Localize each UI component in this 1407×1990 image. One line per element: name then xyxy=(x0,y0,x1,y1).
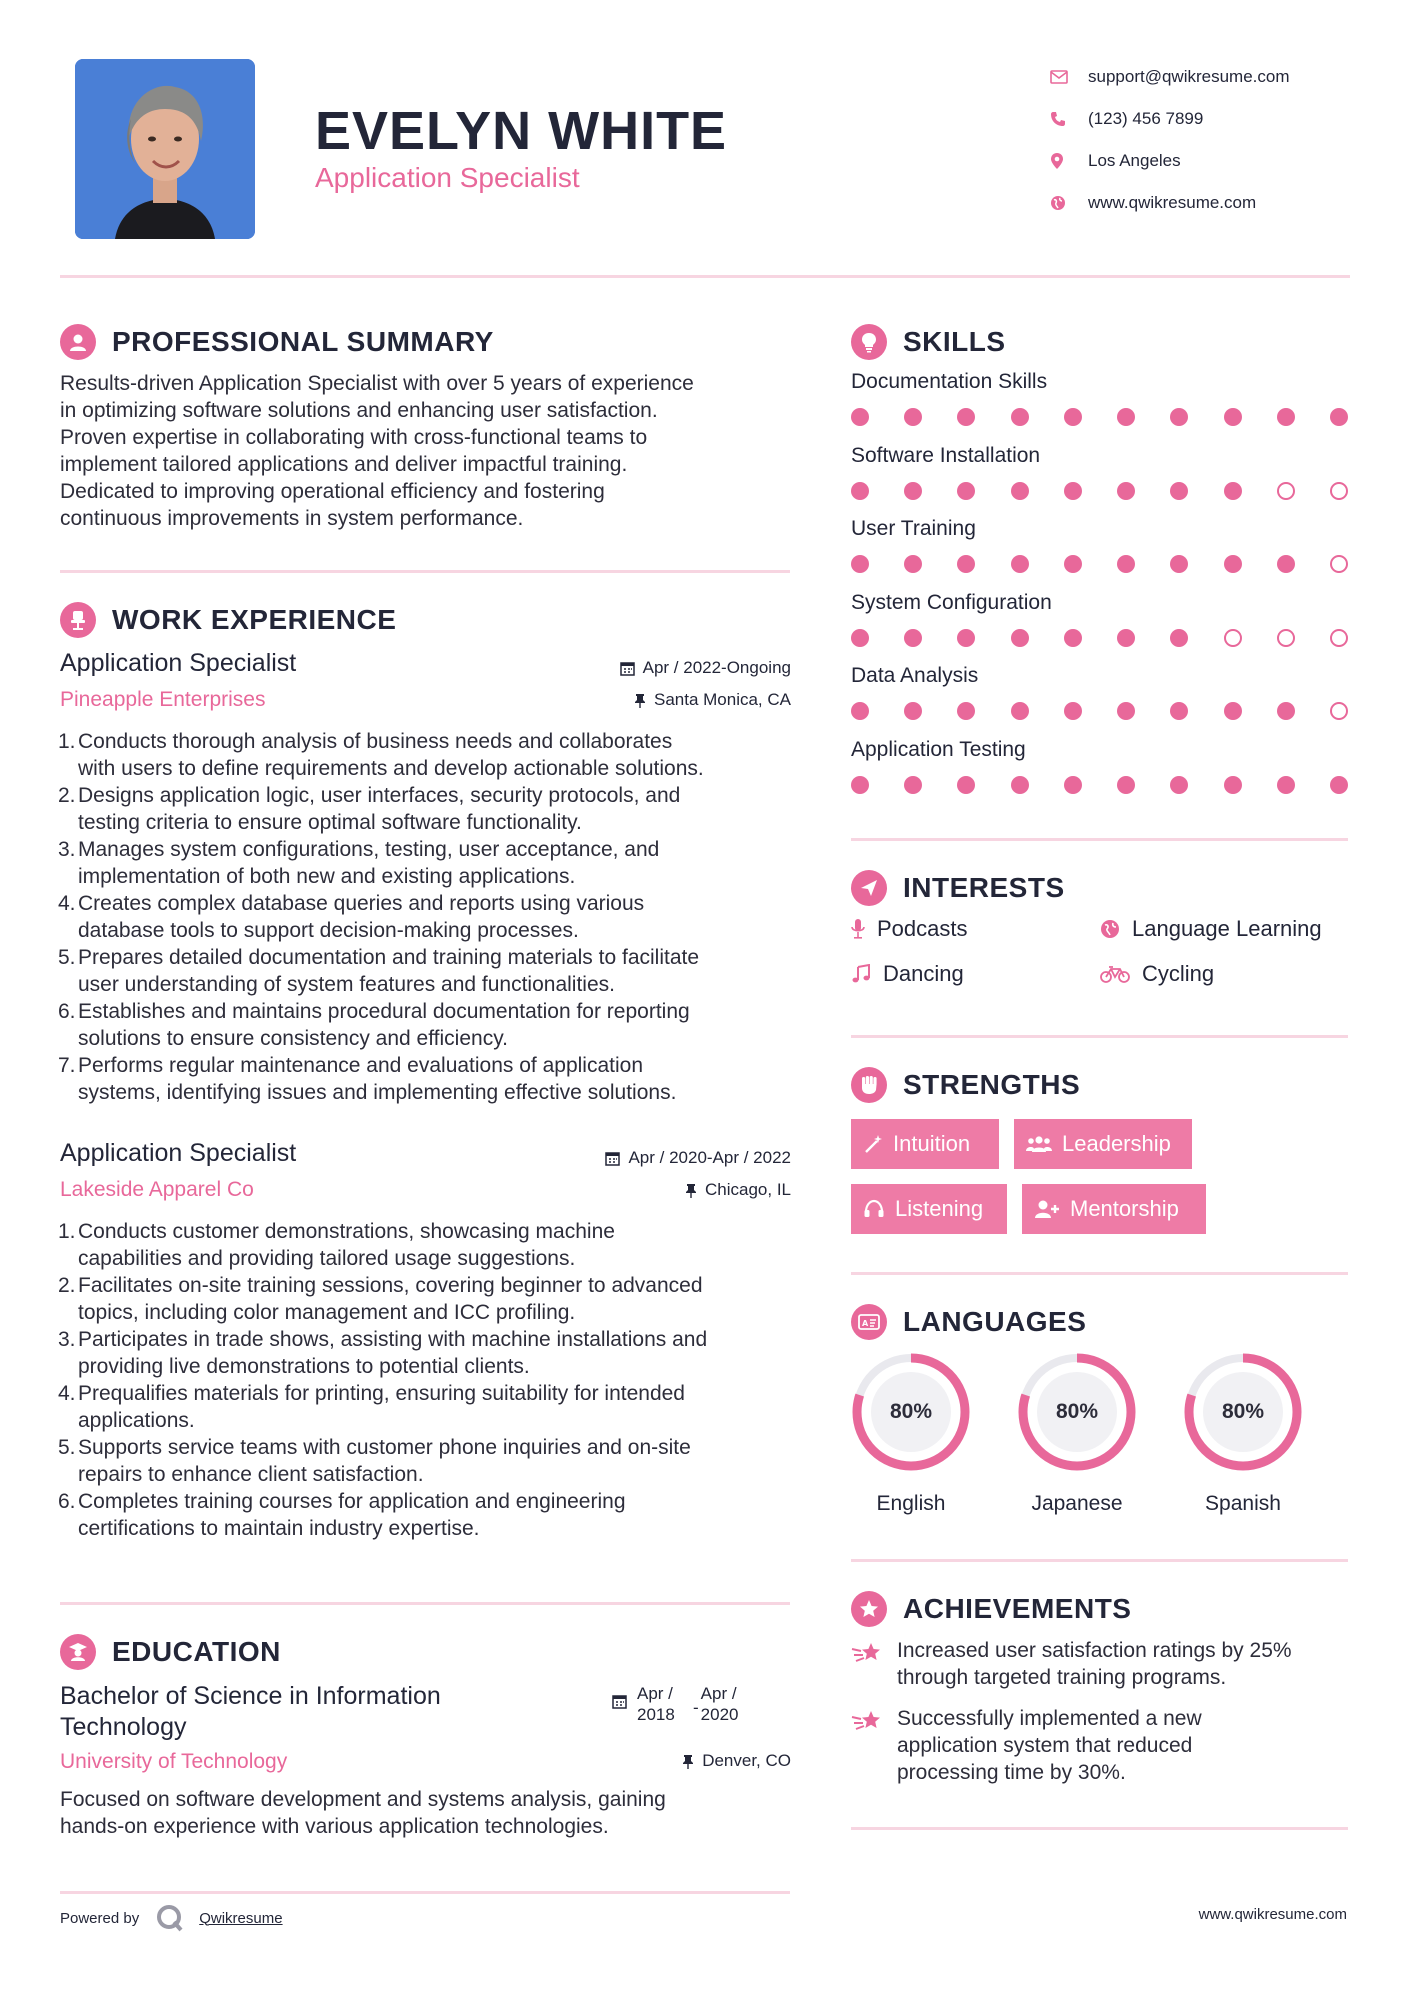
education-divider xyxy=(60,1891,790,1894)
list-item: 7. Performs regular maintenance and evaluations of application systems, identifying issues and implementing effective solutions. xyxy=(58,1054,677,1104)
achievement-line: through targeted training programs. xyxy=(897,1666,1227,1689)
contact-location-text: Los Angeles xyxy=(1088,151,1181,170)
rating-dot-filled xyxy=(1224,555,1242,573)
language-item xyxy=(849,1350,973,1516)
skill-name: Software Installation xyxy=(851,443,1041,467)
job-date-text: Apr / 2022-Ongoing xyxy=(642,658,791,677)
education-desc xyxy=(60,1786,800,1840)
rating-dot-filled xyxy=(1170,555,1188,573)
map-pin-icon xyxy=(1050,152,1088,170)
experience-divider xyxy=(60,1602,790,1605)
skill-name: Application Testing xyxy=(851,737,1026,761)
strengths-heading xyxy=(851,1067,1080,1103)
rating-dot-filled xyxy=(1170,702,1188,720)
rating-dot-filled xyxy=(957,555,975,573)
rating-dot-filled xyxy=(1117,629,1135,647)
job-company: Pineapple Enterprises xyxy=(60,688,266,711)
list-item: 2. Designs application logic, user interfaces, security protocols, and testing criteria to ensure optimal software functionality. xyxy=(58,784,681,834)
microphone-icon xyxy=(851,918,865,940)
languages-divider xyxy=(851,1559,1348,1562)
rating-dot-filled xyxy=(851,776,869,794)
list-item: 5. Supports service teams with customer phone inquiries and on-site repairs to enhance client satisfaction. xyxy=(58,1436,691,1486)
list-item: 5. Prepares detailed documentation and training materials to facilitate user understanding of system features and functionalities. xyxy=(58,946,700,996)
contact-phone[interactable] xyxy=(1050,98,1390,140)
rating-dot-filled xyxy=(1064,702,1082,720)
strength-chip-mentorship xyxy=(1022,1184,1206,1234)
job-responsibilities xyxy=(60,1218,800,1542)
language-item xyxy=(1015,1350,1139,1516)
rating-dot-filled xyxy=(1011,629,1029,647)
calendar-icon xyxy=(612,1694,627,1709)
rating-dot-filled xyxy=(957,629,975,647)
rating-dot-filled xyxy=(1117,776,1135,794)
contact-email-text: support@qwikresume.com xyxy=(1088,67,1290,86)
language-percent: 80% xyxy=(1055,1400,1099,1423)
skill-item xyxy=(851,444,1351,500)
summary-title: PROFESSIONAL SUMMARY xyxy=(112,326,494,357)
language-name: Japanese xyxy=(1031,1492,1123,1515)
achievement-line: Increased user satisfaction ratings by 25% xyxy=(897,1639,1292,1662)
job-company: Lakeside Apparel Co xyxy=(60,1178,254,1201)
rating-dot-filled xyxy=(1064,776,1082,794)
pushpin-icon xyxy=(685,1183,697,1198)
experience-heading xyxy=(60,602,396,638)
job-location-text: Santa Monica, CA xyxy=(653,690,791,709)
rating-dot-filled xyxy=(1224,408,1242,426)
contact-list xyxy=(1050,56,1390,224)
interest-cycling xyxy=(1100,961,1214,987)
contact-email[interactable] xyxy=(1050,56,1390,98)
summary-line: continuous improvements in system performance. xyxy=(60,507,524,530)
summary-line: in optimizing software solutions and enhancing user satisfaction. xyxy=(60,399,658,422)
interests-heading xyxy=(851,870,1065,906)
footer-website[interactable]: www.qwikresume.com xyxy=(1198,1906,1347,1923)
user-icon xyxy=(60,324,96,360)
svg-text:A: A xyxy=(862,1319,869,1328)
rating-dot-filled xyxy=(851,702,869,720)
fist-icon xyxy=(851,1067,887,1103)
bicycle-icon xyxy=(1100,964,1130,984)
skill-rating xyxy=(851,482,1348,500)
education-heading xyxy=(60,1634,281,1670)
achievement-item xyxy=(851,1705,1351,1786)
achievements-title: ACHIEVEMENTS xyxy=(903,1593,1132,1624)
rating-dot-filled xyxy=(1277,408,1295,426)
school-name: University of Technology xyxy=(60,1750,288,1773)
rating-dot-filled xyxy=(851,408,869,426)
strength-label: Intuition xyxy=(893,1131,971,1156)
qwikresume-logo-icon xyxy=(155,1903,185,1933)
shooting-star-icon xyxy=(851,1641,885,1665)
header-divider xyxy=(60,275,1350,278)
globe-icon xyxy=(1100,919,1120,939)
skill-name: Data Analysis xyxy=(851,664,979,687)
skill-rating xyxy=(851,702,1348,720)
summary-line: implement tailored applications and deliver impactful training. xyxy=(60,453,628,476)
strengths-title: STRENGTHS xyxy=(903,1069,1081,1100)
skill-item xyxy=(851,370,1351,426)
star-badge-icon xyxy=(851,1591,887,1627)
skill-item xyxy=(851,738,1351,794)
summary-heading xyxy=(60,324,494,360)
language-progress-ring xyxy=(1181,1350,1305,1474)
degree-line: Technology xyxy=(60,1713,187,1741)
job-title: Application Specialist xyxy=(60,1139,297,1167)
contact-location xyxy=(1050,140,1390,182)
rating-dot-filled xyxy=(957,482,975,500)
rating-dot-filled xyxy=(1117,555,1135,573)
skill-name: Documentation Skills xyxy=(851,370,1048,393)
rating-dot-filled xyxy=(904,408,922,426)
rating-dot-filled xyxy=(1011,408,1029,426)
interest-label: Cycling xyxy=(1142,961,1215,986)
skill-item xyxy=(851,517,1351,573)
degree-line: Bachelor of Science in Information xyxy=(60,1682,441,1710)
skills-title: SKILLS xyxy=(903,326,1006,357)
skill-name: System Configuration xyxy=(851,590,1052,614)
rating-dot-filled xyxy=(1330,408,1348,426)
rating-dot-filled xyxy=(851,482,869,500)
strength-chip-intuition xyxy=(851,1119,999,1169)
lightbulb-icon xyxy=(851,324,887,360)
education-desc-line: hands-on experience with various application technologies. xyxy=(60,1815,609,1838)
education-date-dash: - xyxy=(693,1698,699,1717)
rating-dot-filled xyxy=(1224,482,1242,500)
job-date xyxy=(531,658,791,678)
list-item: 3. Participates in trade shows, assisting with machine installations and providing live demonstrations to potential clients. xyxy=(58,1328,708,1378)
rating-dot-empty xyxy=(1330,482,1348,500)
rating-dot-filled xyxy=(1170,776,1188,794)
list-item: 4. Creates complex database queries and reports using various database tools to support decision-making processes. xyxy=(58,892,645,942)
strength-label: Listening xyxy=(895,1196,984,1221)
job-location xyxy=(531,690,791,710)
interests-divider xyxy=(851,1035,1348,1038)
rating-dot-filled xyxy=(1064,629,1082,647)
degree-title xyxy=(60,1681,441,1743)
rating-dot-filled xyxy=(1064,555,1082,573)
rating-dot-filled xyxy=(1224,702,1242,720)
rating-dot-filled xyxy=(1170,629,1188,647)
graduate-icon xyxy=(60,1634,96,1670)
rating-dot-filled xyxy=(851,555,869,573)
education-location-text: Denver, CO xyxy=(702,1751,791,1770)
skill-item xyxy=(851,664,1351,720)
achievements-divider xyxy=(851,1827,1348,1830)
paper-plane-icon xyxy=(851,870,887,906)
rating-dot-filled xyxy=(904,776,922,794)
strengths-divider xyxy=(851,1272,1348,1275)
user-plus-icon xyxy=(1034,1199,1060,1219)
music-note-icon xyxy=(851,964,871,984)
skill-item xyxy=(851,591,1351,647)
job-responsibilities xyxy=(60,728,800,1106)
list-item: 1. Conducts thorough analysis of business needs and collaborates with users to define requirements and develop actionable solutions. xyxy=(58,730,704,780)
footer-powered-by xyxy=(60,1903,283,1933)
rating-dot-filled xyxy=(904,702,922,720)
rating-dot-filled xyxy=(1011,702,1029,720)
job-date xyxy=(531,1148,791,1168)
pushpin-icon xyxy=(634,693,646,708)
rating-dot-empty xyxy=(1277,629,1295,647)
summary-line: Dedicated to improving operational efficiency and fostering xyxy=(60,480,605,503)
rating-dot-filled xyxy=(1170,408,1188,426)
shooting-star-icon xyxy=(851,1709,885,1733)
pushpin-icon xyxy=(682,1754,694,1769)
rating-dot-empty xyxy=(1330,555,1348,573)
list-item: 6. Completes training courses for application and engineering certifications to maintain industry expertise. xyxy=(58,1490,626,1540)
rating-dot-filled xyxy=(957,776,975,794)
rating-dot-filled xyxy=(1224,776,1242,794)
calendar-icon xyxy=(605,1151,620,1166)
rating-dot-filled xyxy=(1277,776,1295,794)
education-date-start: Apr / 2018 xyxy=(637,1684,675,1724)
rating-dot-filled xyxy=(957,408,975,426)
language-item xyxy=(1181,1350,1305,1516)
rating-dot-filled xyxy=(1011,482,1029,500)
achievement-line: processing time by 30%. xyxy=(897,1761,1126,1784)
rating-dot-filled xyxy=(1170,482,1188,500)
achievement-item xyxy=(851,1637,1351,1691)
education-desc-line: Focused on software development and systems analysis, gaining xyxy=(60,1788,666,1811)
education-location xyxy=(531,1751,791,1771)
rating-dot-filled xyxy=(1117,482,1135,500)
list-item: 4. Prequalifies materials for printing, ensuring suitability for intended applications. xyxy=(58,1382,685,1432)
rating-dot-filled xyxy=(1330,776,1348,794)
job-location xyxy=(531,1180,791,1200)
list-item: 6. Establishes and maintains procedural documentation for reporting solutions to ensure consistency and efficiency. xyxy=(58,1000,690,1050)
education-date xyxy=(612,1683,739,1725)
languages-heading xyxy=(851,1304,1086,1340)
rating-dot-filled xyxy=(1277,702,1295,720)
list-item: 1. Conducts customer demonstrations, showcasing machine capabilities and providing tailored usage suggestions. xyxy=(58,1220,615,1270)
job-title: Application Specialist xyxy=(60,649,297,677)
job-location-text: Chicago, IL xyxy=(705,1180,791,1199)
skill-rating xyxy=(851,408,1348,426)
summary-line: Proven expertise in collaborating with cross-functional teams to xyxy=(60,426,648,449)
skills-divider xyxy=(851,838,1348,841)
rating-dot-filled xyxy=(904,629,922,647)
contact-phone-text: (123) 456 7899 xyxy=(1088,109,1204,128)
list-item: 3. Manages system configurations, testing, user acceptance, and implementation of both new and existing applications. xyxy=(58,838,660,888)
strength-chip-leadership xyxy=(1014,1119,1192,1169)
contact-website-text: www.qwikresume.com xyxy=(1088,193,1257,212)
interest-language-learning xyxy=(1100,916,1322,942)
skill-rating xyxy=(851,776,1348,794)
rating-dot-filled xyxy=(1064,482,1082,500)
education-title: EDUCATION xyxy=(112,1636,281,1667)
rating-dot-empty xyxy=(1224,629,1242,647)
language-percent: 80% xyxy=(889,1400,933,1423)
contact-website[interactable] xyxy=(1050,182,1390,224)
interests-title: INTERESTS xyxy=(903,872,1065,903)
interest-label: Podcasts xyxy=(877,916,968,941)
rating-dot-filled xyxy=(904,482,922,500)
summary-text xyxy=(60,370,800,532)
rating-dot-empty xyxy=(1330,702,1348,720)
calendar-icon xyxy=(620,661,635,676)
skill-name: User Training xyxy=(851,517,976,540)
globe-icon xyxy=(1050,195,1088,211)
skill-rating xyxy=(851,629,1348,647)
headphones-icon xyxy=(863,1199,885,1219)
rating-dot-filled xyxy=(1117,702,1135,720)
brand-link[interactable]: Qwikresume xyxy=(199,1909,283,1927)
candidate-name: EVELYN WHITE xyxy=(315,101,728,161)
rating-dot-empty xyxy=(1330,629,1348,647)
language-card-icon xyxy=(851,1304,887,1340)
strength-chip-listening xyxy=(851,1184,1007,1234)
achievements-heading xyxy=(851,1591,1131,1627)
strength-label: Leadership xyxy=(1062,1131,1171,1156)
language-progress-ring xyxy=(849,1350,973,1474)
strength-label: Mentorship xyxy=(1070,1196,1179,1221)
magic-wand-icon xyxy=(863,1134,883,1154)
interest-label: Dancing xyxy=(883,961,964,986)
rating-dot-filled xyxy=(957,702,975,720)
profile-photo xyxy=(75,59,255,239)
rating-dot-filled xyxy=(1011,555,1029,573)
chair-icon xyxy=(60,602,96,638)
rating-dot-filled xyxy=(851,629,869,647)
interest-dancing xyxy=(851,961,964,987)
list-item: 2. Facilitates on-site training sessions, covering beginner to advanced topics, including color management and ICC profiling. xyxy=(58,1274,703,1324)
envelope-icon xyxy=(1050,70,1088,84)
candidate-role: Application Specialist xyxy=(315,162,580,193)
group-icon xyxy=(1026,1134,1052,1154)
summary-divider xyxy=(60,570,790,573)
interest-label: Language Learning xyxy=(1132,916,1322,941)
interest-podcasts xyxy=(851,916,968,942)
achievement-line: Successfully implemented a new xyxy=(897,1707,1202,1730)
language-progress-ring xyxy=(1015,1350,1139,1474)
education-date-end: Apr / 2020 xyxy=(700,1684,739,1724)
rating-dot-filled xyxy=(1277,555,1295,573)
summary-line: Results-driven Application Specialist with over 5 years of experience xyxy=(60,372,694,395)
language-name: Spanish xyxy=(1205,1492,1281,1515)
language-name: English xyxy=(876,1492,946,1515)
skills-heading xyxy=(851,324,1006,360)
skill-rating xyxy=(851,555,1348,573)
phone-icon xyxy=(1050,111,1088,127)
rating-dot-filled xyxy=(904,555,922,573)
powered-by-text: Powered by xyxy=(60,1909,140,1927)
experience-title: WORK EXPERIENCE xyxy=(112,604,397,635)
rating-dot-filled xyxy=(1117,408,1135,426)
language-percent: 80% xyxy=(1221,1400,1265,1423)
achievement-line: application system that reduced xyxy=(897,1734,1193,1757)
rating-dot-filled xyxy=(1064,408,1082,426)
languages-title: LANGUAGES xyxy=(903,1306,1087,1337)
rating-dot-filled xyxy=(1011,776,1029,794)
job-date-text: Apr / 2020-Apr / 2022 xyxy=(628,1148,791,1167)
rating-dot-empty xyxy=(1277,482,1295,500)
